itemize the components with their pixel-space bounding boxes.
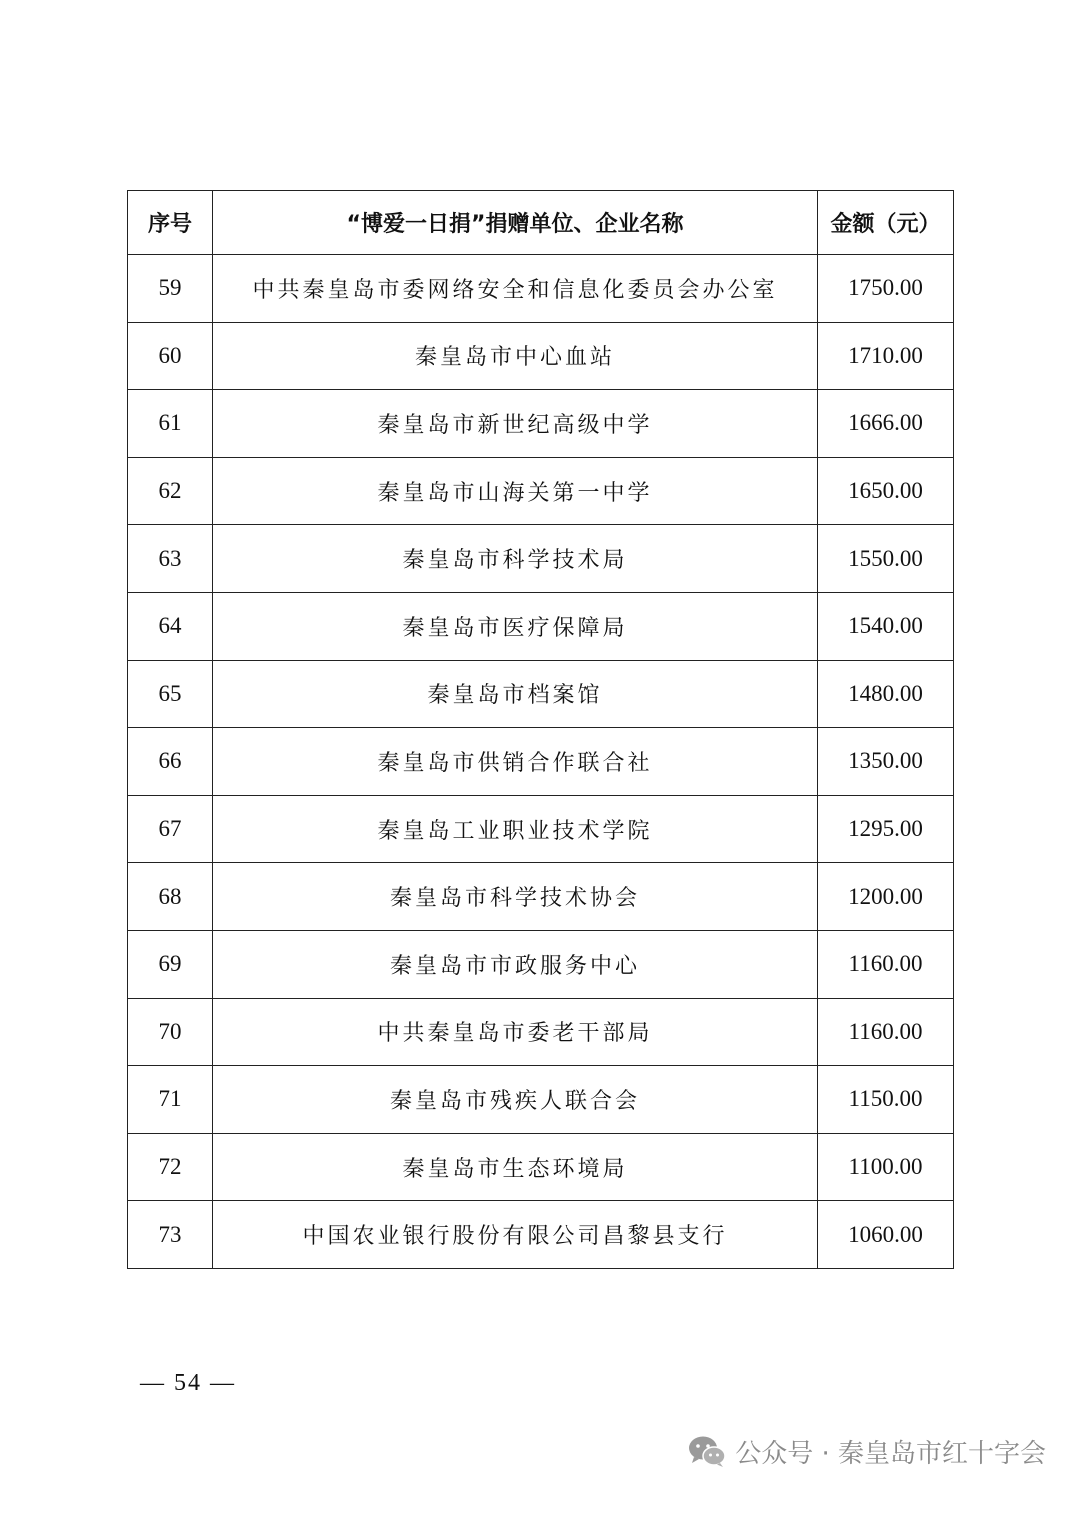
row-index: 66 xyxy=(128,728,213,796)
table-row xyxy=(128,592,954,660)
table-row xyxy=(128,795,954,863)
table-row xyxy=(128,660,954,728)
row-amount: 1160.00 xyxy=(818,930,954,998)
row-amount: 1710.00 xyxy=(818,322,954,390)
row-donor-name: 中共秦皇岛市委网络安全和信息化委员会办公室 xyxy=(213,255,818,323)
table-row xyxy=(128,457,954,525)
row-amount: 1160.00 xyxy=(818,998,954,1066)
row-donor-name: 秦皇岛市供销合作联合社 xyxy=(213,728,818,796)
row-index: 72 xyxy=(128,1133,213,1201)
row-index: 62 xyxy=(128,457,213,525)
row-amount: 1200.00 xyxy=(818,863,954,931)
row-donor-name: 秦皇岛市档案馆 xyxy=(213,660,818,728)
row-amount: 1750.00 xyxy=(818,255,954,323)
row-amount: 1480.00 xyxy=(818,660,954,728)
row-index: 68 xyxy=(128,863,213,931)
header-index: 序号 xyxy=(128,191,213,255)
row-donor-name: 秦皇岛市残疾人联合会 xyxy=(213,1066,818,1134)
row-amount: 1550.00 xyxy=(818,525,954,593)
row-donor-name: 秦皇岛市生态环境局 xyxy=(213,1133,818,1201)
row-index: 65 xyxy=(128,660,213,728)
row-index: 64 xyxy=(128,592,213,660)
row-donor-name: 秦皇岛市科学技术协会 xyxy=(213,863,818,931)
row-donor-name: 秦皇岛市新世纪高级中学 xyxy=(213,390,818,458)
header-donor-name: “博爱一日捐”捐赠单位、企业名称 xyxy=(213,191,818,255)
row-amount: 1100.00 xyxy=(818,1133,954,1201)
table-row xyxy=(128,1066,954,1134)
table-row xyxy=(128,322,954,390)
table-header-row xyxy=(128,191,954,255)
row-index: 67 xyxy=(128,795,213,863)
table-body xyxy=(128,255,954,1269)
row-donor-name: 秦皇岛市山海关第一中学 xyxy=(213,457,818,525)
row-donor-name: 中共秦皇岛市委老干部局 xyxy=(213,998,818,1066)
row-donor-name: 秦皇岛市科学技术局 xyxy=(213,525,818,593)
table-row xyxy=(128,1133,954,1201)
table-row xyxy=(128,255,954,323)
row-amount: 1060.00 xyxy=(818,1201,954,1269)
row-amount: 1350.00 xyxy=(818,728,954,796)
table-row xyxy=(128,728,954,796)
row-donor-name: 秦皇岛市医疗保障局 xyxy=(213,592,818,660)
row-amount: 1650.00 xyxy=(818,457,954,525)
row-amount: 1295.00 xyxy=(818,795,954,863)
donation-table xyxy=(127,190,954,1269)
row-donor-name: 秦皇岛工业职业技术学院 xyxy=(213,795,818,863)
row-index: 60 xyxy=(128,322,213,390)
row-amount: 1540.00 xyxy=(818,592,954,660)
table-row xyxy=(128,1201,954,1269)
row-index: 61 xyxy=(128,390,213,458)
table-row xyxy=(128,930,954,998)
row-index: 63 xyxy=(128,525,213,593)
row-index: 71 xyxy=(128,1066,213,1134)
table-row xyxy=(128,525,954,593)
table-row xyxy=(128,863,954,931)
table-row xyxy=(128,998,954,1066)
page-number: — 54 — xyxy=(140,1370,236,1396)
row-index: 70 xyxy=(128,998,213,1066)
row-donor-name: 秦皇岛市市政服务中心 xyxy=(213,930,818,998)
row-donor-name: 秦皇岛市中心血站 xyxy=(213,322,818,390)
watermark xyxy=(687,1431,1046,1471)
row-index: 59 xyxy=(128,255,213,323)
row-donor-name: 中国农业银行股份有限公司昌黎县支行 xyxy=(213,1201,818,1269)
row-amount: 1150.00 xyxy=(818,1066,954,1134)
row-amount: 1666.00 xyxy=(818,390,954,458)
wechat-icon xyxy=(687,1434,727,1468)
row-index: 73 xyxy=(128,1201,213,1269)
row-index: 69 xyxy=(128,930,213,998)
watermark-text: 公众号 · 秦皇岛市红十字会 xyxy=(735,1438,1046,1469)
header-amount: 金额（元） xyxy=(818,191,954,255)
table-row xyxy=(128,390,954,458)
